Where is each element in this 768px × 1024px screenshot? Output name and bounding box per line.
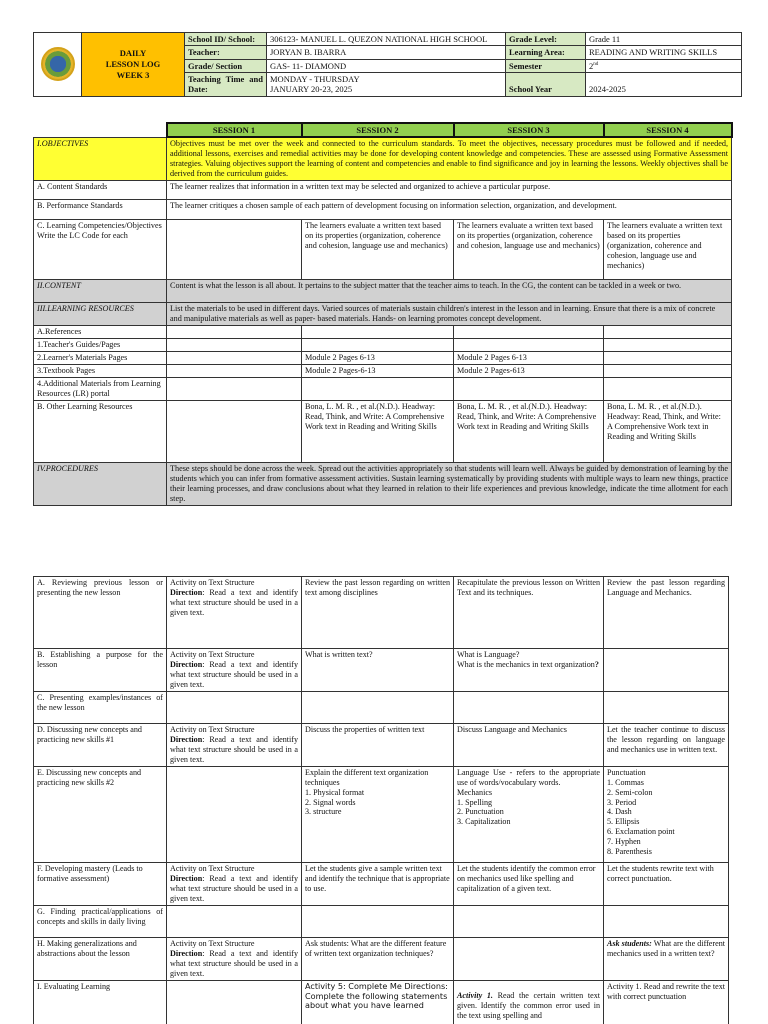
direction-label: Direction	[170, 587, 203, 597]
proc-h-s1	[167, 938, 302, 981]
content-std-label: A. Content Standards	[34, 181, 167, 200]
proc-g-s1	[167, 906, 302, 938]
tg-s3	[454, 339, 604, 352]
time-value	[267, 73, 506, 97]
proc-g-label: G. Finding practical/applications of concepts and skills in daily living	[34, 906, 167, 938]
proc-a-s1	[167, 577, 302, 649]
proc-h-s3	[454, 938, 604, 981]
proc-g-s4	[604, 906, 729, 938]
activity-1-text: Read the certain written text given. Identify the common error used in the text using spelling and	[457, 991, 600, 1020]
question-1: What is Language?	[457, 650, 520, 659]
activity-title: Activity on Text Structure	[170, 939, 255, 948]
lm-s1	[167, 352, 302, 365]
proc-a-s3: Recapitulate the previous lesson on Written Text and its techniques.	[454, 577, 604, 649]
add-s2	[302, 378, 454, 401]
lc-s1	[167, 220, 302, 280]
ref-s1	[167, 326, 302, 339]
resources-label: III.LEARNING RESOURCES	[34, 303, 167, 326]
school-seal-icon	[41, 47, 75, 81]
direction-text: : Read a text and identify what text structure should be used in a given text.	[170, 873, 298, 903]
tg-label: 1.Teacher's Guides/Pages	[34, 339, 167, 352]
header-table	[33, 32, 742, 97]
proc-f-s3: Let the students identify the common error on mechanics used like spelling and capitalization of a given text.	[454, 863, 604, 906]
time-label: Teaching Time and Date:	[185, 73, 267, 97]
semester-label: Semester	[506, 59, 586, 72]
proc-i-s2: Activity 5: Complete Me Directions: Complete the following statements about what you have learned	[302, 981, 454, 1024]
session-4-header: SESSION 4	[604, 123, 732, 137]
tg-s1	[167, 339, 302, 352]
other-label: B. Other Learning Resources	[34, 401, 167, 463]
year-label: School Year	[506, 73, 586, 97]
mechanics-item: 1. Spelling	[457, 797, 493, 807]
proc-c-label: C. Presenting examples/instances of the new lesson	[34, 692, 167, 724]
activity-1-label: Activity 1.	[457, 991, 493, 1000]
activity-title: Activity on Text Structure	[170, 650, 255, 659]
area-value: READING AND WRITING SKILLS	[586, 46, 742, 59]
proc-b-label: B. Establishing a purpose for the lesson	[34, 649, 167, 692]
proc-d-s1	[167, 724, 302, 767]
proc-c-s4	[604, 692, 729, 724]
direction-text: : Read a text and identify what text structure should be used in a given text.	[170, 948, 298, 978]
technique-item: 1. Physical format	[305, 787, 365, 797]
tb-label: 3.Textbook Pages	[34, 365, 167, 378]
area-label: Learning Area:	[506, 46, 586, 59]
tb-s1	[167, 365, 302, 378]
proc-b-s4	[604, 649, 729, 692]
procedures-table	[33, 576, 729, 1024]
proc-b-s1	[167, 649, 302, 692]
direction-label: Direction	[170, 659, 203, 669]
mechanics-heading: Mechanics	[457, 787, 493, 797]
add-s1	[167, 378, 302, 401]
section-label: Grade/ Section	[185, 59, 267, 72]
lc-s3: The learners evaluate a written text based on its properties (organization, coherence and cohesion, language use and mechanics)	[454, 220, 604, 280]
title-line-3: WEEK 3	[116, 69, 150, 80]
proc-e-label: E. Discussing new concepts and practicing new skills #2	[34, 767, 167, 863]
direction-text: : Read a text and identify what text structure should be used in a given text.	[170, 587, 298, 617]
direction-label: Direction	[170, 873, 203, 883]
content-std-text: The learner realizes that information in a written text may be selected and organized to achieve a particular purpose.	[167, 181, 732, 200]
tg-s2	[302, 339, 454, 352]
technique-item: 2. Signal words	[305, 797, 356, 807]
proc-c-s2	[302, 692, 454, 724]
other-s3: Bona, L. M. R. , et al.(N.D.). Headway: Read, Think, and Write: A Comprehensive Work text in Reading and Writing Skills	[454, 401, 604, 463]
proc-f-s1	[167, 863, 302, 906]
proc-a-label: A. Reviewing previous lesson or presenting the new lesson	[34, 577, 167, 649]
lc-s2: The learners evaluate a written text based on its properties (organization, coherence and cohesion, language use and mechanics)	[302, 220, 454, 280]
resources-text: List the materials to be used in different days. Varied sources of materials sustain children's interest in the lesson and in learning. Ensure that there is a mix of concrete and manipulative materials as well as paper- based materials. Hands- on learning promotes concept development.	[167, 303, 732, 326]
blank-corner	[34, 123, 167, 137]
activity-title: Activity on Text Structure	[170, 725, 255, 734]
ref-s3	[454, 326, 604, 339]
tb-s3: Module 2 Pages-613	[454, 365, 604, 378]
title-line-2: LESSON LOG	[105, 59, 161, 70]
tb-s2: Module 2 Pages-6-13	[302, 365, 454, 378]
question-2: What is the mechanics in text organization	[457, 659, 595, 669]
proc-e-s3	[454, 767, 604, 863]
lesson-log-title	[82, 33, 185, 97]
proc-f-s4: Let the students rewrite text with correct punctuation.	[604, 863, 729, 906]
add-s3	[454, 378, 604, 401]
direction-text: : Read a text and identify what text structure should be used in a given text.	[170, 659, 298, 689]
punctuation-item: 1. Commas	[607, 777, 644, 787]
lm-label: 2.Learner's Materials Pages	[34, 352, 167, 365]
content-text: Content is what the lesson is all about. It pertains to the subject matter that the teacher aims to teach. In the CG, the content can be tackled in a week or two.	[167, 280, 732, 303]
other-s2: Bona, L. M. R. , et al.(N.D.). Headway: Read, Think, and Write: A Comprehensive Work text in Reading and Writing Skills	[302, 401, 454, 463]
tg-s4	[604, 339, 732, 352]
lc-s4: The learners evaluate a written text based on its properties (organization, coherence and cohesion, language use and mechanics)	[604, 220, 732, 280]
ref-s2	[302, 326, 454, 339]
punctuation-item: 8. Parenthesis	[607, 846, 652, 856]
proc-d-s3: Discuss Language and Mechanics	[454, 724, 604, 767]
proc-f-label: F. Developing mastery (Leads to formative assessment)	[34, 863, 167, 906]
proc-h-s4	[604, 938, 729, 981]
proc-c-s1	[167, 692, 302, 724]
proc-a-s2: Review the past lesson regarding on written text among disciplines	[302, 577, 454, 649]
proc-f-s2: Let the students give a sample written text and identify the technique that is appropriate to use.	[302, 863, 454, 906]
objectives-label: I.OBJECTIVES	[34, 137, 167, 181]
proc-i-label: I. Evaluating Learning	[34, 981, 167, 1024]
other-s4: Bona, L. M. R. , et al.(N.D.). Headway: Read, Think, and Write: A Comprehensive Work text in Reading and Writing Skills	[604, 401, 732, 463]
proc-g-s3	[454, 906, 604, 938]
grade-value: Grade 11	[586, 33, 742, 46]
proc-i-s4: Activity 1. Read and rewrite the text with correct punctuation	[604, 981, 729, 1024]
perf-std-text: The learner critiques a chosen sample of each pattern of development focusing on information selection, organization, and development.	[167, 200, 732, 220]
proc-d-label: D. Discussing new concepts and practicing new skills #1	[34, 724, 167, 767]
session-2-header: SESSION 2	[302, 123, 454, 137]
other-s1	[167, 401, 302, 463]
ask-students-label: Ask students:	[607, 939, 652, 948]
content-label: II.CONTENT	[34, 280, 167, 303]
session-3-header: SESSION 3	[454, 123, 604, 137]
proc-h-s2: Ask students: What are the different feature of written text organization techniques?	[302, 938, 454, 981]
punctuation-item: 3. Period	[607, 797, 637, 807]
direction-label: Direction	[170, 948, 203, 958]
procedures-text: These steps should be done across the week. Spread out the activities appropriately so that students will learn well. Always be guided by demonstration of learning by the students which you can infer from formative assessment activities. Sustain learning systematically by providing students with multiple ways to learn new things, practice their learning processes, and draw conclusions about what they learned in relation to their life experiences and previous knowledge, indicate the time allotment for each step.	[167, 463, 732, 506]
session-1-header: SESSION 1	[167, 123, 302, 137]
logo-cell	[34, 33, 82, 97]
proc-e-s2	[302, 767, 454, 863]
school-label: School ID/ School:	[185, 33, 267, 46]
teacher-value: JORYAN B. IBARRA	[267, 46, 506, 59]
proc-d-s2: Discuss the properties of written text	[302, 724, 454, 767]
perf-std-label: B. Performance Standards	[34, 200, 167, 220]
punctuation-item: 6. Exclamation point	[607, 827, 675, 837]
objectives-text: Objectives must be met over the week and connected to the curriculum standards. To meet the objectives, necessary procedures must be followed and if needed, additional lessons, exercises and remedial activities may be done for developing content knowledge and competencies. These are assessed using Formative Assessment strategies. Valuing objectives support the learning of content and competencies and enable to find significance and joy in learning the lessons. Weekly objectives shall be derived from the curriculum guides.	[167, 137, 732, 181]
proc-e-s4	[604, 767, 729, 863]
proc-i-s1	[167, 981, 302, 1024]
technique-item: 3. structure	[305, 807, 342, 817]
direction-text: : Read a text and identify what text structure should be used in a given text.	[170, 734, 298, 764]
proc-c-s3	[454, 692, 604, 724]
activity-title: Activity on Text Structure	[170, 864, 255, 873]
add-s4	[604, 378, 732, 401]
semester-value: 2nd	[586, 59, 742, 72]
punctuation-item: 5. Ellipsis	[607, 817, 640, 827]
proc-b-s2: What is written text?	[302, 649, 454, 692]
techniques-intro: Explain the different text organization techniques	[305, 768, 429, 787]
add-label: 4.Additional Materials from Learning Resources (LR) portal	[34, 378, 167, 401]
lm-s2: Module 2 Pages 6-13	[302, 352, 454, 365]
sessions-table	[33, 122, 733, 506]
lc-label: C. Learning Competencies/Objectives Write the LC Code for each	[34, 220, 167, 280]
grade-label: Grade Level:	[506, 33, 586, 46]
title-line-1: DAILY	[119, 48, 147, 59]
mechanics-item: 2. Punctuation	[457, 807, 504, 817]
lm-s3: Module 2 Pages 6-13	[454, 352, 604, 365]
proc-b-s3	[454, 649, 604, 692]
proc-i-s3	[454, 981, 604, 1024]
procedures-label: IV.PROCEDURES	[34, 463, 167, 506]
language-use-def: Language Use - refers to the appropriate use of words/vocabulary words.	[457, 768, 600, 787]
ref-s4	[604, 326, 732, 339]
proc-e-s1	[167, 767, 302, 863]
ref-label: A.References	[34, 326, 167, 339]
punctuation-item: 4. Dash	[607, 807, 632, 817]
time-days: MONDAY - THURSDAY	[270, 74, 360, 85]
time-dates: JANUARY 20-23, 2025	[270, 84, 353, 95]
punctuation-item: 7. Hyphen	[607, 837, 641, 847]
mechanics-item: 3. Capitalization	[457, 817, 511, 827]
proc-h-label: H. Making generalizations and abstractions about the lesson	[34, 938, 167, 981]
punctuation-item: 2. Semi-colon	[607, 787, 653, 797]
direction-label: Direction	[170, 734, 203, 744]
tb-s4	[604, 365, 732, 378]
school-value: 306123- MANUEL L. QUEZON NATIONAL HIGH SCHOOL	[267, 33, 506, 46]
ask-students-question: What are the different mechanics used in a written text?	[607, 939, 725, 958]
proc-g-s2	[302, 906, 454, 938]
proc-a-s4: Review the past lesson regarding Language and Mechanics.	[604, 577, 729, 649]
activity-title: Activity on Text Structure	[170, 578, 255, 587]
punctuation-item: Punctuation	[607, 768, 646, 777]
proc-d-s4: Let the teacher continue to discuss the lesson regarding on language and mechanics use in written text.	[604, 724, 729, 767]
year-value: 2024-2025	[586, 73, 742, 97]
section-value: GAS- 11- DIAMOND	[267, 59, 506, 72]
lm-s4	[604, 352, 732, 365]
question-mark: ?	[594, 659, 599, 669]
teacher-label: Teacher:	[185, 46, 267, 59]
